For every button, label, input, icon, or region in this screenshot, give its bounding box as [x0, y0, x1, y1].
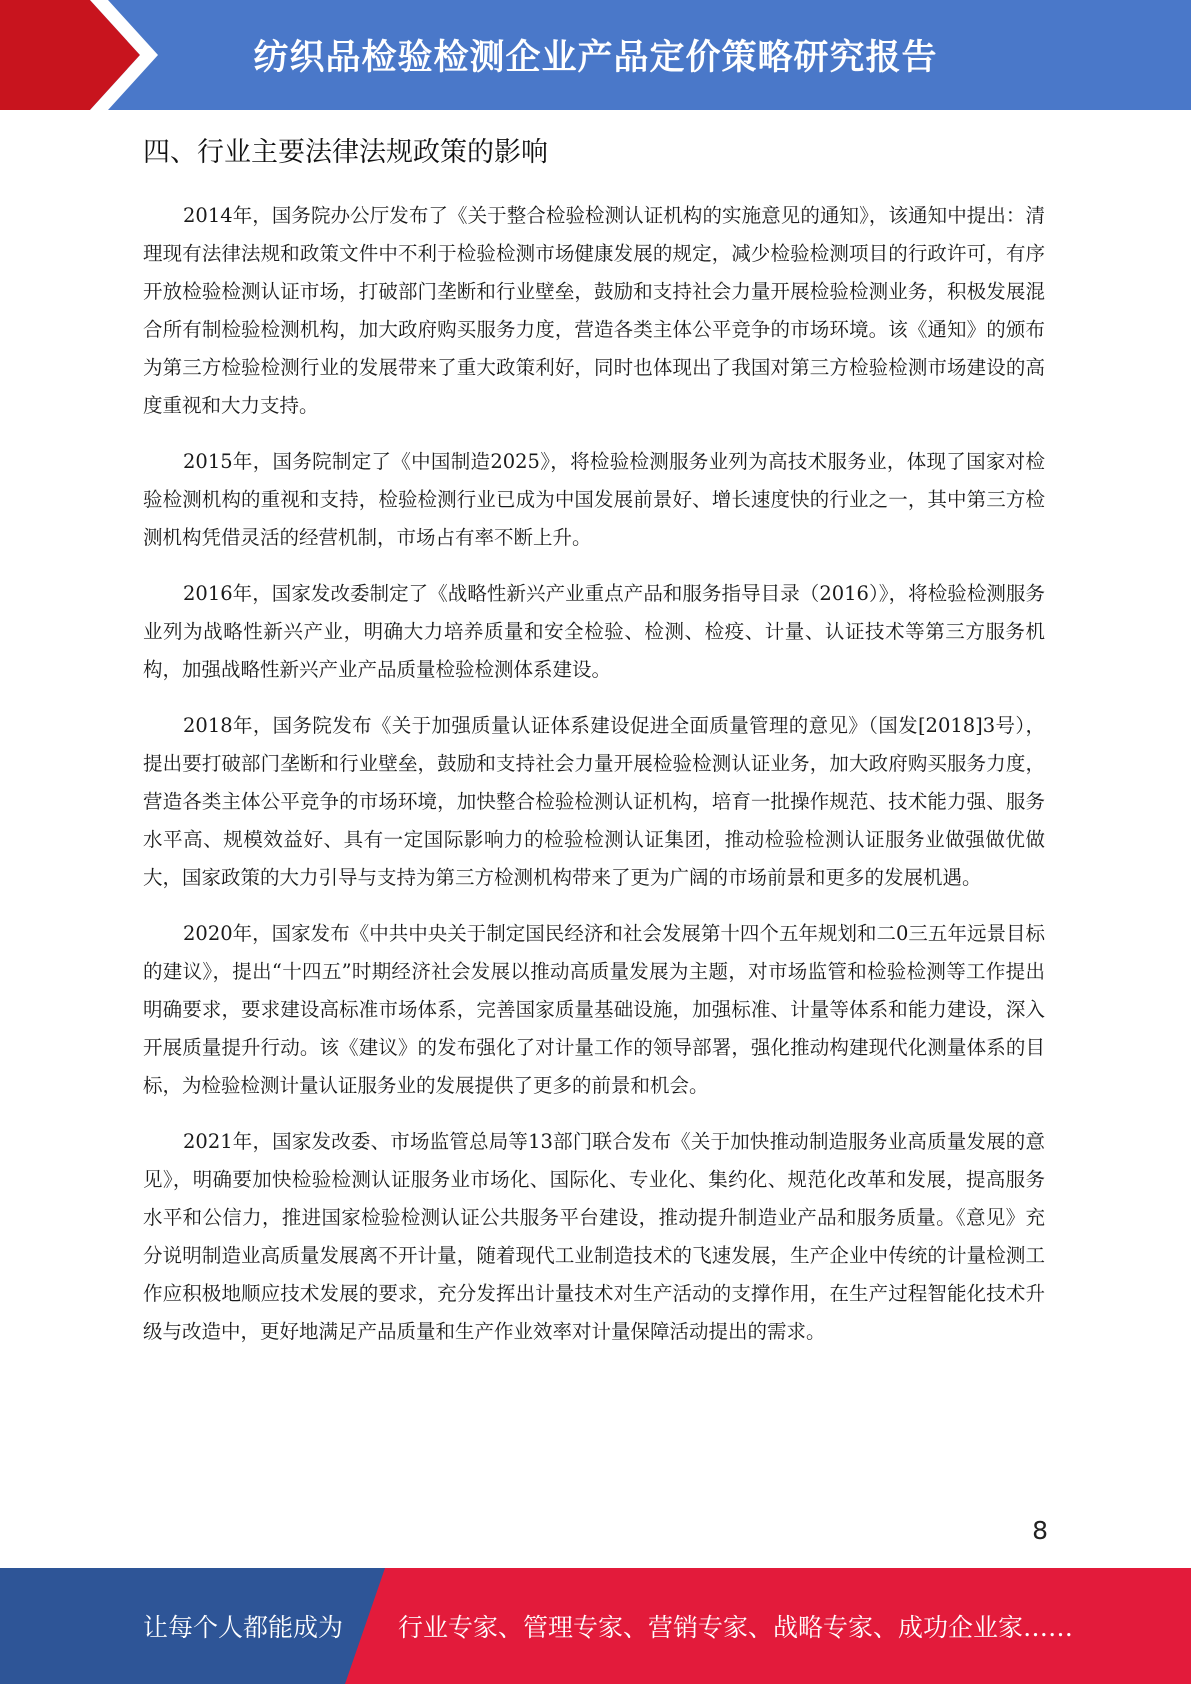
footer-slogan-right: 行业专家、管理专家、营销专家、战略专家、成功企业家……	[398, 1613, 1074, 1642]
paragraph-2016: 2016年，国家发改委制定了《战略性新兴产业重点产品和服务指导目录（2016）》，将检验检测服务业列为战略性新兴产业，明确大力培养质量和安全检验、检测、检疫、计量、认证技术等第三方服务机构，加强战略性新兴产业产品质量检验检测体系建设。	[143, 582, 1045, 681]
paragraph-2020: 2020年，国家发布《中共中央关于制定国民经济和社会发展第十四个五年规划和二0三五年远景目标的建议》，提出“十四五”时期经济社会发展以推动高质量发展为主题，对市场监管和检验检测等工作提出明确要求，要求建设高标准市场体系，完善国家质量基础设施，加强标准、计量等体系和能力建设，深入开展质量提升行动。该《建议》的发布强化了对计量工作的领导部署，强化推动构建现代化测量体系的目标，为检验检测计量认证服务业的发展提供了更多的前景和机会。	[143, 922, 1045, 1097]
header-chevron-decoration	[0, 0, 200, 110]
footer-slogan-left: 让每个人都能成为	[143, 1613, 344, 1642]
paragraph-2015: 2015年，国务院制定了《中国制造2025》，将检验检测服务业列为高技术服务业，体现了国家对检验检测机构的重视和支持，检验检测行业已成为中国发展前景好、增长速度快的行业之一，其中第三方检测机构凭借灵活的经营机制，市场占有率不断上升。	[143, 450, 1045, 549]
paragraph-2014: 2014年，国务院办公厅发布了《关于整合检验检测认证机构的实施意见的通知》，该通知中提出：清理现有法律法规和政策文件中不利于检验检测市场健康发展的规定，减少检验检测项目的行政许可，有序开放检验检测认证市场，打破部门垄断和行业壁垒，鼓励和支持社会力量开展检验检测业务，积极发展混合所有制检验检测机构，加大政府购买服务力度，营造各类主体公平竞争的市场环境。该《通知》的颁布为第三方检验检测行业的发展带来了重大政策利好，同时也体现出了我国对第三方检验检测市场建设的高度重视和大力支持。	[143, 204, 1045, 417]
page-footer	[0, 1568, 1191, 1684]
report-title: 纺织品检验检测企业产品定价策略研究报告	[253, 38, 938, 78]
page-header	[0, 0, 1191, 110]
section-heading: 四、行业主要法律法规政策的影响	[143, 137, 548, 168]
paragraph-2018: 2018年，国务院发布《关于加强质量认证体系建设促进全面质量管理的意见》（国发[2018]3号），提出要打破部门垄断和行业壁垒，鼓励和支持社会力量开展检验检测认证业务，加大政府购买服务力度，营造各类主体公平竞争的市场环境，加快整合检验检测认证机构，培育一批操作规范、技术能力强、服务水平高、规模效益好、具有一定国际影响力的检验检测认证集团，推动检验检测认证服务业做强做优做大，国家政策的大力引导与支持为第三方检测机构带来了更为广阔的市场前景和更多的发展机遇。	[143, 714, 1045, 889]
page-number: 8	[1032, 1516, 1048, 1545]
paragraph-2021: 2021年，国家发改委、市场监管总局等13部门联合发布《关于加快推动制造服务业高质量发展的意见》，明确要加快检验检测认证服务业市场化、国际化、专业化、集约化、规范化改革和发展，提高服务水平和公信力，推进国家检验检测认证公共服务平台建设，推动提升制造业产品和服务质量。《意见》充分说明制造业高质量发展离不开计量，随着现代工业制造技术的飞速发展，生产企业中传统的计量检测工作应积极地顺应技术发展的要求，充分发挥出计量技术对生产活动的支撑作用，在生产过程智能化技术升级与改造中，更好地满足产品质量和生产作业效率对计量保障活动提出的需求。	[143, 1130, 1045, 1343]
body-content	[143, 197, 1045, 1369]
